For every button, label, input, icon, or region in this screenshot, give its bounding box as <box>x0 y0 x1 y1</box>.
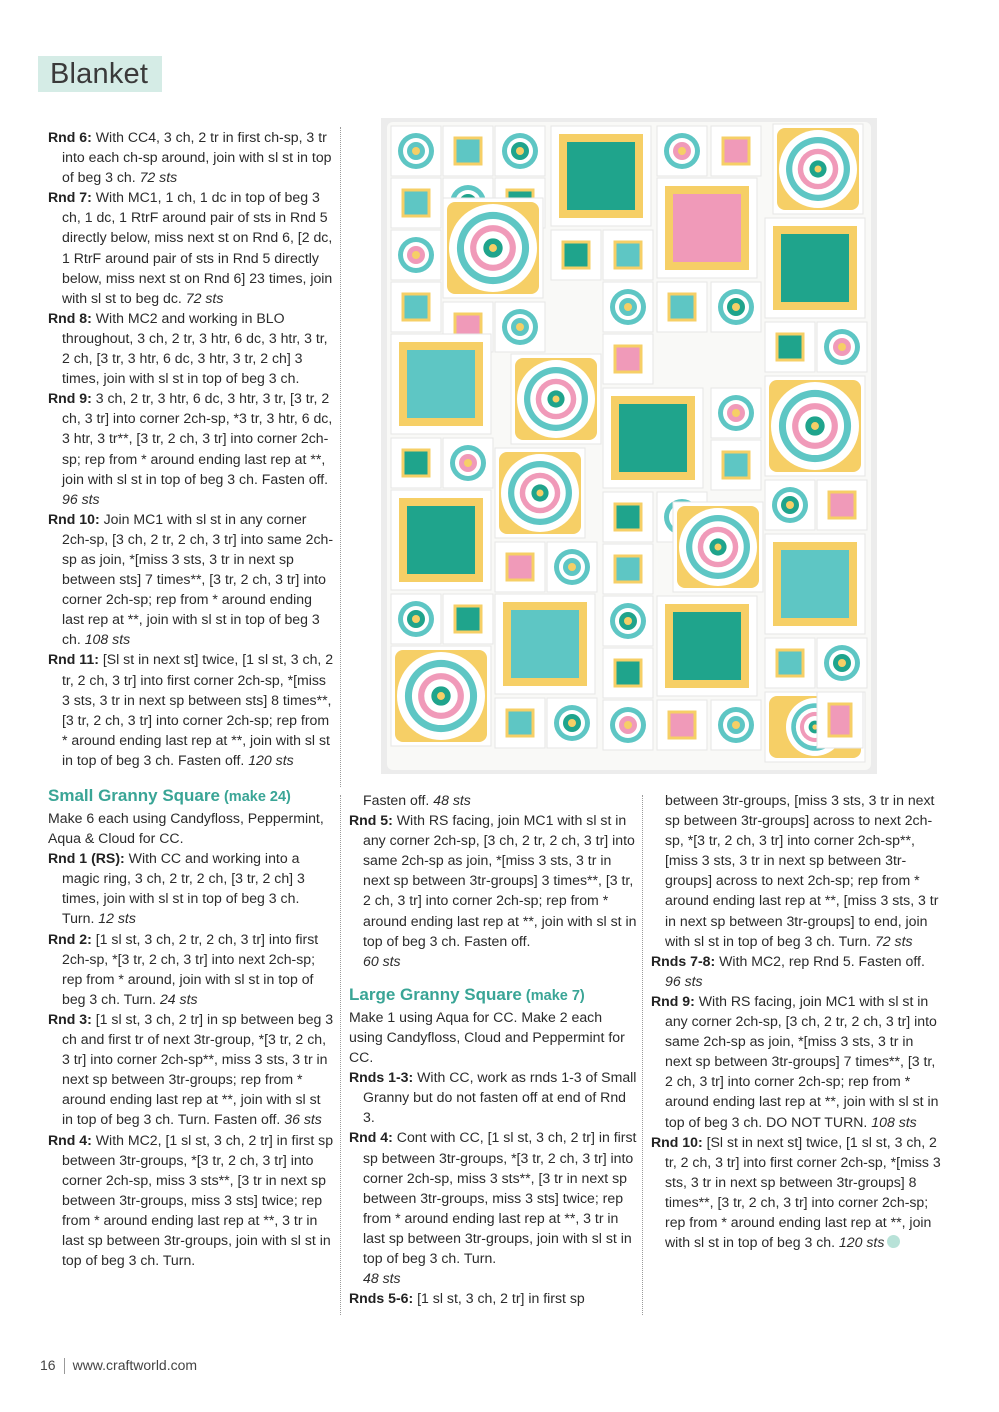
large-rnd4: Rnd 4: Cont with CC, [1 sl st, 3 ch, 2 tr] in first sp between 3tr-groups, *[3 tr, 2 ch, 3 tr] into corner 2ch-sp, miss 3 sts**, [3 tr in next sp between 3tr-groups, miss 3 sts] twice; rep from * around ending last rep at **, 3 tr in last sp between 3tr-groups, join with sl st in top of beg 3 ch. Turn. 48 sts <box>349 1129 637 1287</box>
instruction-rnd6: Rnd 6: With CC4, 3 ch, 2 tr in first ch-sp, 3 tr into each ch-sp around, join with sl st in top of beg 3 ch. 72 sts <box>48 129 332 186</box>
crochet-blanket-photo <box>381 118 877 774</box>
column-1 <box>48 127 334 1270</box>
column-2 <box>349 790 637 1308</box>
small-rnd5: Rnd 5: With RS facing, join MC1 with sl st in any corner 2ch-sp, [3 ch, 2 tr, 2 ch, 3 tr] into same 2ch-sp as join, *[miss 3 sts, 3 tr in next sp between 3tr-groups] 3 times**, [3 tr, 2 ch, 3 tr] into corner 2ch-sp; rep from * around ending last rep at **, join with sl st in top of beg 3 ch. Fasten off. 60 sts <box>349 812 637 969</box>
small-rnd1: Rnd 1 (RS): With CC and working into a magic ring, 3 ch, 2 tr, 2 ch, [3 tr, 2 ch] 3 times, join with sl st in top of beg 3 ch. Turn. 12 sts <box>48 850 305 927</box>
column-divider-1b <box>340 795 341 1315</box>
page-number: 16 <box>40 1357 56 1373</box>
large-rnd5-6-continued: between 3tr-groups, [miss 3 sts, 3 tr in next sp between 3tr-groups] across to next 2ch-sp, *[3 tr, 2 ch, 3 tr] into corner 2ch-sp**, [miss 3 sts, 3 tr in next sp between 3tr-groups] across to next 2ch-sp; rep from * around ending last rep at **, [miss 3 sts, 3 tr in next sp between 3tr-groups] to end, join with sl st in top of beg 3 ch. Turn. 72 sts <box>665 792 939 949</box>
small-granny-heading: Small Granny Square (make 24) <box>48 786 291 805</box>
small-granny-intro: Make 6 each using Candyfloss, Peppermint, Aqua & Cloud for CC. <box>48 810 324 847</box>
yarn-ball-end-icon <box>887 1235 900 1248</box>
large-rnd1-3: Rnds 1-3: With CC, work as rnds 1-3 of Small Granny but do not fasten off at end of Rnd 3. <box>349 1069 637 1126</box>
large-granny-intro: Make 1 using Aqua for CC. Make 2 each using Candyfloss, Cloud and Peppermint for CC. <box>349 1008 625 1066</box>
large-rnd5-6: Rnds 5-6: [1 sl st, 3 ch, 2 tr] in first sp <box>349 1290 585 1307</box>
column-divider-2 <box>642 795 643 1315</box>
page-footer <box>40 1357 197 1374</box>
instruction-rnd7: Rnd 7: With MC1, 1 ch, 1 dc in top of beg 3 ch, 1 dc, 1 RtrF around pair of sts in Rnd 5 directly below, miss next st on Rnd 6, [2 dc, 1 RtrF around pair of sts in Rnd 5 directly below, miss next st on Rnd 6] 23 times, join with sl st to beg dc. 72 sts <box>48 189 333 306</box>
instruction-rnd9: Rnd 9: 3 ch, 2 tr, 3 htr, 6 dc, 3 htr, 3 tr, [3 tr, 2 ch, 3 tr] into corner 2ch-sp, *3 tr, 3 htr, 6 dc, 3 htr, 3 tr**, [3 tr, 2 ch, 3 tr] into corner 2ch-sp; rep from * around ending last rep at **, join with sl st in top of beg 3 ch. Fasten off. 96 sts <box>48 390 333 507</box>
small-rnd4: Rnd 4: With MC2, [1 sl st, 3 ch, 2 tr] in first sp between 3tr-groups, *[3 tr, 2 ch, 3 tr] into corner 2ch-sp, miss 3 sts**, [3 tr in next sp between 3tr-groups, miss 3 sts] twice; rep from * around ending last rep at **, 3 tr in last sp between 3tr-groups, join with sl st in top of beg 3 ch. Turn. <box>48 1131 334 1269</box>
instruction-rnd8: Rnd 8: With MC2 and working in BLO throughout, 3 ch, 2 tr, 3 htr, 6 dc, 3 htr, 3 tr, 2 ch, [3 tr, 3 htr, 6 dc, 3 htr, 3 tr, 2 ch] 3 times, join with sl st in top of beg 3 ch. <box>48 309 328 387</box>
large-rnd9: Rnd 9: With RS facing, join MC1 with sl st in any corner 2ch-sp, [3 ch, 2 tr, 2 ch, 3 tr] into same 2ch-sp as join, *[miss 3 sts, 3 tr in next sp between 3tr-groups] 7 times**, [3 tr, 2 ch, 3 tr] into corner 2ch-sp; rep from * around ending last rep at **, join with sl st in top of beg 3 ch. DO NOT TURN. 108 sts <box>651 992 939 1130</box>
footer-website[interactable]: www.craftworld.com <box>72 1357 198 1373</box>
column-divider-1 <box>340 127 341 787</box>
small-rnd2: Rnd 2: [1 sl st, 3 ch, 2 tr, 2 ch, 3 tr] into first 2ch-sp, *[3 tr, 2 ch, 3 tr] into next 2ch-sp; rep from * around, join with sl st in top of beg 3 ch. Turn. 24 sts <box>48 930 319 1007</box>
large-rnd10: Rnd 10: [Sl st in next st] twice, [1 sl st, 3 ch, 2 tr, 2 ch, 3 tr] into first corner 2ch-sp, *[miss 3 sts, 3 tr in next sp between 3tr-groups] 8 times**, [3 tr, 2 ch, 3 tr] into corner 2ch-sp; rep from * around ending last rep at **, join with sl st in top of beg 3 ch. 120 sts <box>651 1133 941 1251</box>
section-title-tab <box>38 56 162 92</box>
large-granny-heading: Large Granny Square (make 7) <box>349 984 585 1004</box>
instruction-rnd11: Rnd 11: [Sl st in next st] twice, [1 sl st, 3 ch, 2 tr, 2 ch, 3 tr] into first corner 2ch-sp, *[miss 3 sts, 3 tr in next sp between sts] 8 times**, [3 tr, 2 ch, 3 tr] into corner 2ch-sp; rep from * around ending last rep at **, join with sl st in top of beg 3 ch. Fasten off. 120 sts <box>48 651 334 768</box>
column-3 <box>651 790 941 1252</box>
large-rnd7-8: Rnds 7-8: With MC2, rep Rnd 5. Fasten off. 96 sts <box>651 952 925 989</box>
section-title: Blanket <box>50 58 149 90</box>
footer-separator <box>64 1358 65 1374</box>
small-rnd4-continued: Fasten off. 48 sts <box>363 792 471 808</box>
instruction-rnd10: Rnd 10: Join MC1 with sl st in any corner 2ch-sp, [3 ch, 2 tr, 2 ch, 3 tr] into same 2ch-sp as join, *[miss 3 sts, 3 tr in next sp between sts] 7 times**, [3 tr, 2 ch, 3 tr] into corner 2ch-sp; rep from * around ending last rep at **, join with sl st in top of beg 3 ch. 108 sts <box>48 510 334 648</box>
small-rnd3: Rnd 3: [1 sl st, 3 ch, 2 tr] in sp between beg 3 ch and first tr of next 3tr-group, *[3 tr, 2 ch, 3 tr] into corner 2ch-sp**, miss 3 sts, 3 tr in next sp between 3tr-groups; rep from * around ending last rep at **, join with sl st in top of beg 3 ch. Turn. Fasten off. 36 sts <box>48 1010 334 1128</box>
